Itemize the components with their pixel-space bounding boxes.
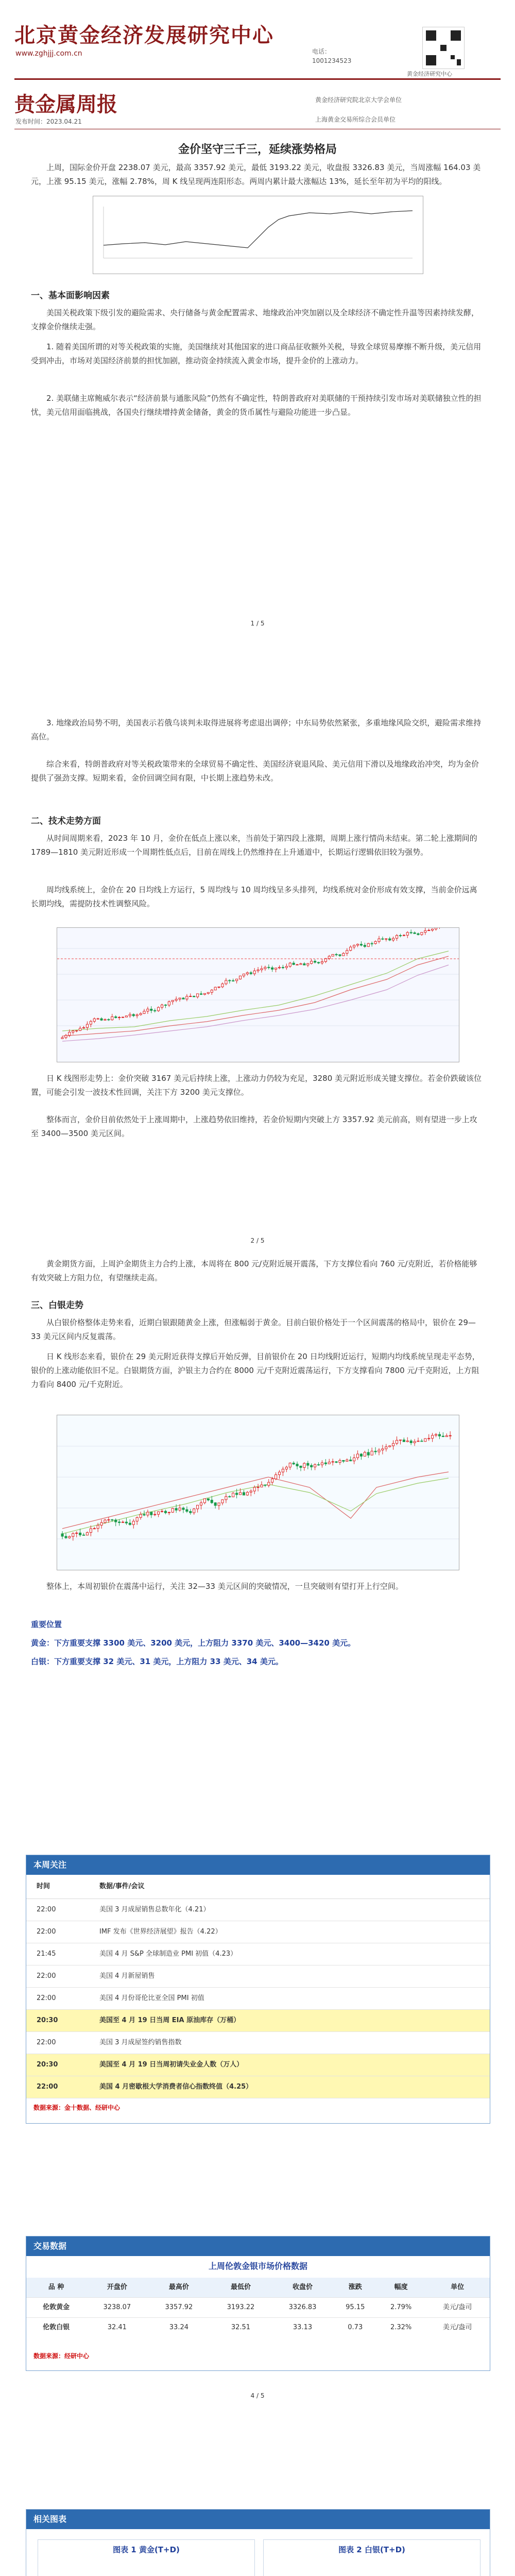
events-table [26, 1875, 490, 2098]
events-row [26, 2054, 490, 2076]
events-row [26, 2032, 490, 2054]
silver-table-header: 开盘价 [86, 2278, 148, 2298]
contact-tel: 1001234523 [312, 57, 352, 64]
page-number-1: 1 / 5 [250, 620, 265, 627]
silver-table-header: 涨跌 [334, 2278, 377, 2298]
contact-phone-label: 电话： [312, 48, 331, 55]
chart-card-1-svg [42, 2558, 248, 2576]
wechat-label: 黄金经济研究中心 [407, 71, 452, 77]
silver-table-cell: 2.32% [377, 2318, 425, 2338]
meta-line-2: 上海黄金交易所综合会员单位 [315, 116, 396, 123]
silver-table-header: 单位 [425, 2278, 490, 2298]
chart-2-caption: 整体上，本周初银价在震荡中运行，关注 32—33 美元区间的突破情况，一旦突破则有望打开上行空间。 [46, 1582, 403, 1591]
section-1-paragraph-3: 2. 美联储主席鲍威尔表示“经济前景与通胀风险”仍然有不确定性，特朗普政府对美联储的干预持续引发市场对美联储独立性的担忧，美元信用面临挑战，各国央行继续增持黄金储备，黄金的货币属性与避险功能进一步凸显。 [31, 394, 482, 417]
silver-table-cell: 伦敦黄金 [26, 2298, 86, 2318]
events-row [26, 1965, 490, 1988]
org-name: 北京黄金经济发展研究中心 [14, 23, 274, 47]
events-row [26, 1899, 490, 1921]
events-row [26, 1988, 490, 2010]
event-name: 美国 3 月成屋销售总数年化（4.21） [99, 1899, 490, 1921]
event-time: 22:00 [26, 2032, 99, 2054]
section-1-paragraph-2: 1. 随着美国所谓的对等关税政策的实施，美国继续对其他国家的进口商品征收额外关税，导致全球贸易摩擦不断升级，美元信用受到冲击，市场对美国经济前景的担忧加剧，推动资金持续流入黄金市场，提升金价的上涨动力。 [31, 342, 482, 365]
silver-table-body [26, 2298, 490, 2338]
events-row [26, 1943, 490, 1965]
event-time: 22:00 [26, 2076, 99, 2098]
charts-header: 相关图表 [26, 2510, 490, 2529]
intro-chart-svg [93, 196, 423, 274]
event-name: 美国至 4 月 19 日当周初请失业金人数（万人） [99, 2054, 490, 2076]
silver-kline-svg [57, 1415, 459, 1570]
silver-table-cell: 32.51 [210, 2318, 271, 2338]
silver-table-cell: 33.24 [148, 2318, 210, 2338]
events-body [26, 1899, 490, 2098]
silver-table-cell: 伦敦白银 [26, 2318, 86, 2338]
report-header [0, 0, 515, 134]
silver-table-cell: 33.13 [271, 2318, 333, 2338]
page-number-2: 2 / 5 [250, 1237, 265, 1244]
silver-table-cell: 0.73 [334, 2318, 377, 2338]
intro-chart [93, 196, 423, 274]
page-number-4: 4 / 5 [250, 2392, 265, 2399]
silver-kline-chart [57, 1415, 459, 1570]
event-time: 20:30 [26, 2054, 99, 2076]
silver-table-head [26, 2278, 490, 2298]
article-title: 金价坚守三千三，延续涨势格局 [178, 143, 337, 156]
section-3-heading: 三、白银走势 [31, 1300, 83, 1311]
intro-paragraph: 上周，国际金价开盘 2238.07 美元，最高 3357.92 美元，最低 3193.22 美元，收盘报 3326.83 美元，当周涨幅 164.03 美元，上涨 95.15 美元，涨幅 2.78%，周 K 线呈现两连阳形态。两周内累计最大涨幅达 13%，延长至年初为平均的阳线。 [31, 163, 481, 186]
silver-table-cell: 美元/盎司 [425, 2318, 490, 2338]
chart-card-1 [38, 2539, 255, 2576]
events-header: 本周关注 [26, 1855, 490, 1875]
event-name: 美国 4 月 S&P 全球制造业 PMI 初值（4.23） [99, 1943, 490, 1965]
gold-kline-chart [57, 927, 459, 1062]
summary-label: 重要位置 [31, 1620, 62, 1629]
issue-date: 发布时间：2023.04.21 [15, 118, 82, 125]
events-source: 数据来源：金十数据、经研中心 [33, 2104, 121, 2111]
section-1-heading: 一、基本面影响因素 [31, 291, 110, 301]
gold-key-levels: 黄金：下方重要支撑 3300 美元、3200 美元，上方阻力 3370 美元、3400—3420 美元。 [31, 1638, 356, 1648]
section-2-paragraph-3: 整体而言，金价目前依然处于上涨周期中，上涨趋势依旧维持，若金价短期内突破上方 3357.92 美元前高，则有望进一步上攻至 3400—3500 美元区间。 [31, 1115, 477, 1138]
event-name: IMF 发布《世界经济展望》报告（4.22） [99, 1921, 490, 1943]
section-2-paragraph-1: 从时间周期来看，2023 年 10 月，金价在低点上涨以来，当前处于第四段上涨期，周期上涨行情尚未结束。第二轮上涨期间的 1789—1810 美元附近形成一个周期性低点后，目前在周线上仍然维持在上升通道中，长期运行逻辑依旧较为强势。 [31, 834, 477, 857]
chart-card-2-title: 图表 2 白银(T+D) [338, 2545, 405, 2554]
event-time: 20:30 [26, 2010, 99, 2032]
events-row [26, 2076, 490, 2098]
org-website[interactable]: www.zghjjj.com.cn [15, 49, 82, 58]
qr-code-icon [422, 27, 465, 69]
silver-table-cell: 2.79% [377, 2298, 425, 2318]
events-row [26, 2010, 490, 2032]
silver-table-header: 最高价 [148, 2278, 210, 2298]
charts-box [26, 2509, 490, 2576]
silver-table-cell: 3238.07 [86, 2298, 148, 2318]
event-name: 美国 4 月密歇根大学消费者信心指数终值（4.25） [99, 2076, 490, 2098]
silver-market-header: 交易数据 [26, 2236, 490, 2256]
meta-line-1: 黄金经济研究院北京大学会单位 [315, 96, 402, 104]
event-time: 22:00 [26, 1899, 99, 1921]
section-2-paragraph-4: 黄金期货方面，上周沪金期货主力合约上涨，本周将在 800 元/克附近展开震荡，下方支撑位看向 760 元/克附近，若价格能够有效突破上方阻力位，有望继续走高。 [31, 1259, 477, 1282]
section-3-paragraph-1: 从白银价格整体走势来看，近期白银跟随黄金上涨，但涨幅弱于黄金。目前白银价格处于一个区间震荡的格局中，银价在 29—33 美元区间内反复震荡。 [31, 1318, 476, 1341]
header-divider [14, 78, 501, 80]
events-col-time: 时间 [26, 1875, 99, 1899]
silver-table-header: 收盘价 [271, 2278, 333, 2298]
event-name: 美国至 4 月 19 日当周 EIA 原油库存（万桶） [99, 2010, 490, 2032]
event-time: 21:45 [26, 1943, 99, 1965]
section-1-paragraph-1: 美国关税政策下级引发的避险需求、央行储备与黄金配置需求、地缘政治冲突加剧以及全球经济不确定性升温等因素持续发酵，支撑金价继续走强。 [31, 308, 479, 331]
silver-table-header: 最低价 [210, 2278, 271, 2298]
event-name: 美国 3 月成屋签约销售指数 [99, 2032, 490, 2054]
section-3-paragraph-2: 日 K 线形态来看，银价在 29 美元附近获得支撑后开始反弹，目前银价在 20 日均线附近运行，短期内均线系统呈现走平态势，银价的上涨动能依旧不足。白银期货方面，沪银主力合约在 8000 元/千克附近震荡运行，下方支撑看向 7800 元/千克附近，上方阻力看向 8400 元/千克附近。 [31, 1352, 480, 1389]
silver-table-cell: 95.15 [334, 2298, 377, 2318]
event-time: 22:00 [26, 1921, 99, 1943]
silver-table-cell: 32.41 [86, 2318, 148, 2338]
section-1-paragraph-4: 3. 地缘政治局势不明，美国表示若俄乌谈判未取得进展将考虑退出调停；中东局势依然紧张，多重地缘风险交织，避险需求维持高位。 [31, 718, 482, 741]
section-1-paragraph-5: 综合来看，特朗普政府对等关税政策带来的全球贸易不确定性、美国经济衰退风险、美元信用下滑以及地缘政治冲突，均为金价提供了强劲支撑。短期来看，金价回调空间有限，中长期上涨趋势未改。 [31, 759, 479, 783]
chart-card-1-title: 图表 1 黄金(T+D) [113, 2545, 180, 2554]
chart-1-caption: 日 K 线图形走势上：金价突破 3167 美元后持续上涨，上涨动力仍较为充足，3280 美元附近形成关键支撑位。若金价跌破该位置，可能会引发一波技术性回调，关注下方 3200 美元支撑位。 [31, 1074, 482, 1097]
gold-kline-svg [57, 928, 459, 1062]
silver-table-header: 幅度 [377, 2278, 425, 2298]
silver-table-cell: 3193.22 [210, 2298, 271, 2318]
event-time: 22:00 [26, 1965, 99, 1988]
events-row [26, 1921, 490, 1943]
section-2-paragraph-2: 周均线系统上，金价在 20 日均线上方运行，5 周均线与 10 周均线呈多头排列，均线系统对金价形成有效支撑，当前金价远离长期均线，需提防技术性调整风险。 [31, 885, 477, 908]
silver-market-title: 上周伦敦金银市场价格数据 [208, 2261, 307, 2271]
silver-market-table [26, 2278, 490, 2337]
silver-table-row [26, 2318, 490, 2338]
silver-key-levels: 白银：下方重要支撑 32 美元、31 美元，上方阻力 33 美元、34 美元。 [31, 1657, 283, 1666]
section-2-heading: 二、技术走势方面 [31, 816, 101, 826]
silver-market-source: 数据来源：经研中心 [33, 2352, 90, 2360]
event-name: 美国 4 月份哥伦比亚全国 PMI 初值 [99, 1988, 490, 2010]
silver-table-row [26, 2298, 490, 2318]
chart-card-2 [263, 2539, 480, 2576]
events-box [26, 1855, 490, 2124]
events-col-event: 数据/事件/会议 [99, 1875, 490, 1899]
event-time: 22:00 [26, 1988, 99, 2010]
silver-table-cell: 美元/盎司 [425, 2298, 490, 2318]
silver-market-box [26, 2236, 490, 2371]
silver-table-header: 品 种 [26, 2278, 86, 2298]
silver-table-cell: 3357.92 [148, 2298, 210, 2318]
chart-card-2-svg [268, 2558, 474, 2576]
weekly-title: 贵金属周报 [14, 92, 117, 116]
event-name: 美国 4 月新屋销售 [99, 1965, 490, 1988]
silver-table-cell: 3326.83 [271, 2298, 333, 2318]
